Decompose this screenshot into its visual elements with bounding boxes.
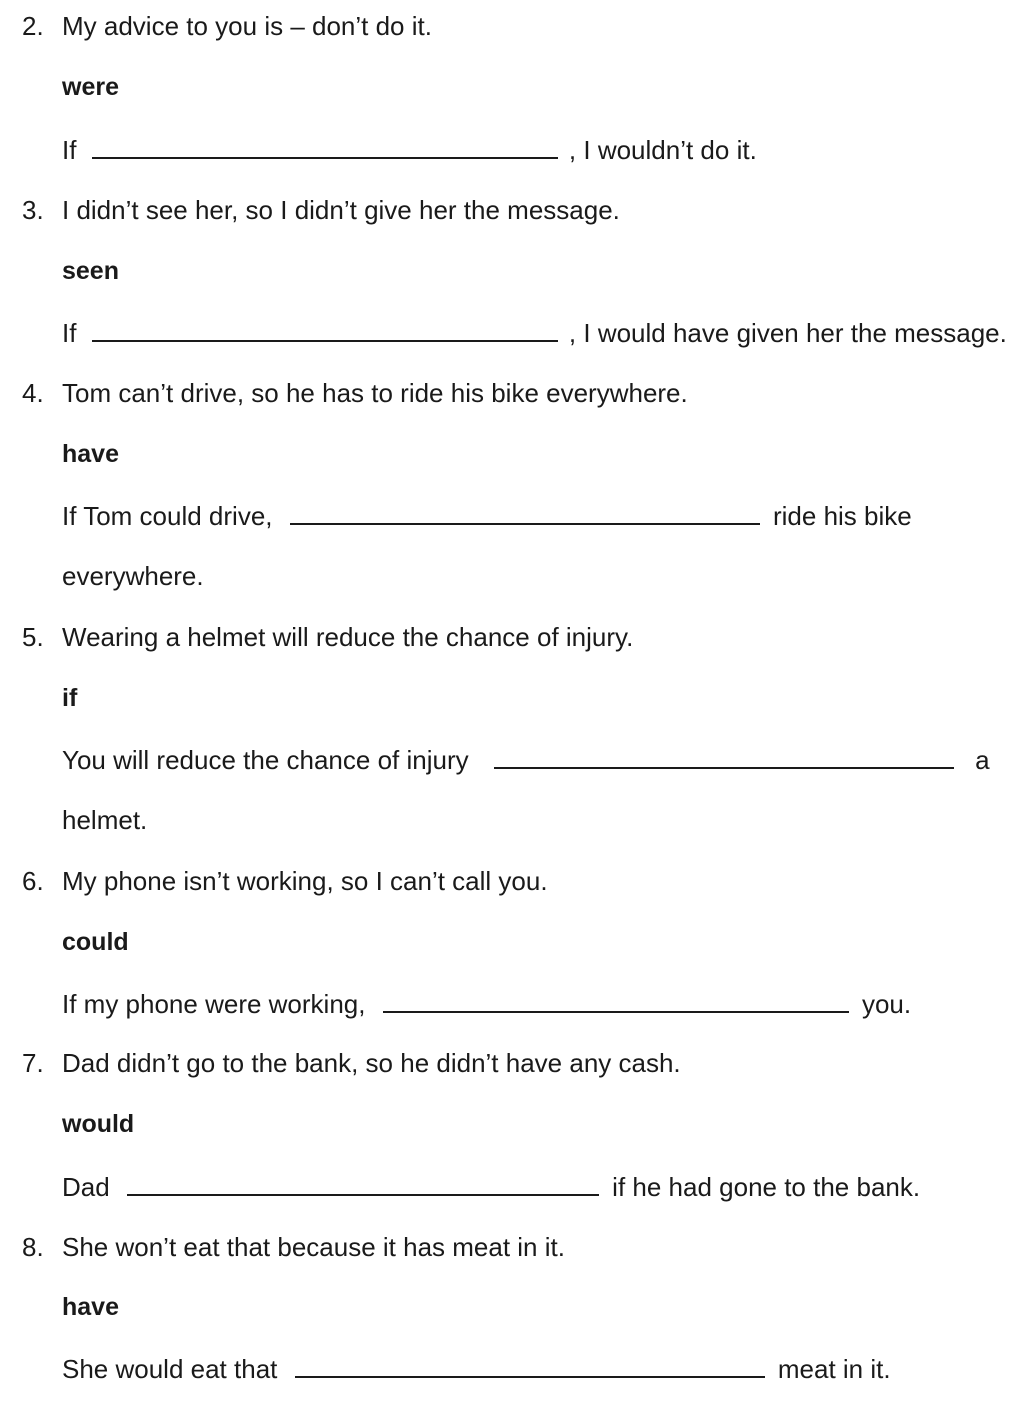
keyword: were bbox=[62, 73, 119, 101]
answer-blank[interactable] bbox=[127, 1170, 599, 1196]
question-prompt: Dad didn’t go to the bank, so he didn’t have any cash. bbox=[62, 1048, 681, 1078]
answer-sentence bbox=[62, 743, 990, 776]
question-number: 2. bbox=[22, 11, 44, 41]
question-prompt: Tom can’t drive, so he has to ride his bike everywhere. bbox=[62, 378, 688, 408]
answer-before: Dad bbox=[62, 1172, 110, 1202]
answer-continuation: everywhere. bbox=[62, 561, 204, 591]
question-number: 6. bbox=[22, 866, 44, 896]
answer-after: meat in it. bbox=[777, 1354, 891, 1384]
question-prompt: My advice to you is – don’t do it. bbox=[62, 11, 432, 41]
keyword: seen bbox=[62, 257, 119, 285]
keyword: could bbox=[62, 928, 129, 956]
answer-blank[interactable] bbox=[92, 316, 558, 342]
keyword: have bbox=[62, 1293, 119, 1321]
answer-after: if he had gone to the bank. bbox=[612, 1172, 921, 1202]
keyword: would bbox=[62, 1110, 135, 1138]
answer-after: you. bbox=[861, 989, 912, 1019]
answer-after: a bbox=[975, 745, 990, 775]
answer-after: ride his bike bbox=[772, 501, 912, 531]
answer-before: If bbox=[62, 135, 77, 165]
answer-blank[interactable] bbox=[290, 499, 760, 525]
answer-sentence bbox=[62, 499, 912, 532]
answer-before: If my phone were working, bbox=[62, 989, 366, 1019]
answer-sentence bbox=[62, 1170, 920, 1203]
answer-blank[interactable] bbox=[295, 1352, 765, 1378]
question-number: 8. bbox=[22, 1232, 44, 1262]
question-number: 7. bbox=[22, 1048, 44, 1078]
answer-before: You will reduce the chance of injury bbox=[62, 745, 469, 775]
answer-sentence bbox=[62, 133, 757, 166]
question-prompt: I didn’t see her, so I didn’t give her the message. bbox=[62, 195, 620, 225]
answer-after: , I wouldn’t do it. bbox=[568, 135, 757, 165]
answer-before: She would eat that bbox=[62, 1354, 278, 1384]
keyword: have bbox=[62, 440, 119, 468]
question-prompt: Wearing a helmet will reduce the chance of injury. bbox=[62, 622, 634, 652]
answer-sentence bbox=[62, 316, 1007, 349]
answer-blank[interactable] bbox=[383, 987, 849, 1013]
question-number: 3. bbox=[22, 195, 44, 225]
question-number: 4. bbox=[22, 378, 44, 408]
answer-before: If bbox=[62, 318, 77, 348]
answer-sentence bbox=[62, 987, 911, 1020]
answer-before: If Tom could drive, bbox=[62, 501, 273, 531]
question-prompt: She won’t eat that because it has meat in it. bbox=[62, 1232, 565, 1262]
answer-after: , I would have given her the message. bbox=[568, 318, 1007, 348]
answer-blank[interactable] bbox=[494, 743, 954, 769]
keyword: if bbox=[62, 684, 78, 712]
answer-continuation: helmet. bbox=[62, 805, 148, 835]
answer-sentence bbox=[62, 1352, 891, 1385]
answer-blank[interactable] bbox=[92, 133, 558, 159]
question-number: 5. bbox=[22, 622, 44, 652]
question-prompt: My phone isn’t working, so I can’t call you. bbox=[62, 866, 548, 896]
